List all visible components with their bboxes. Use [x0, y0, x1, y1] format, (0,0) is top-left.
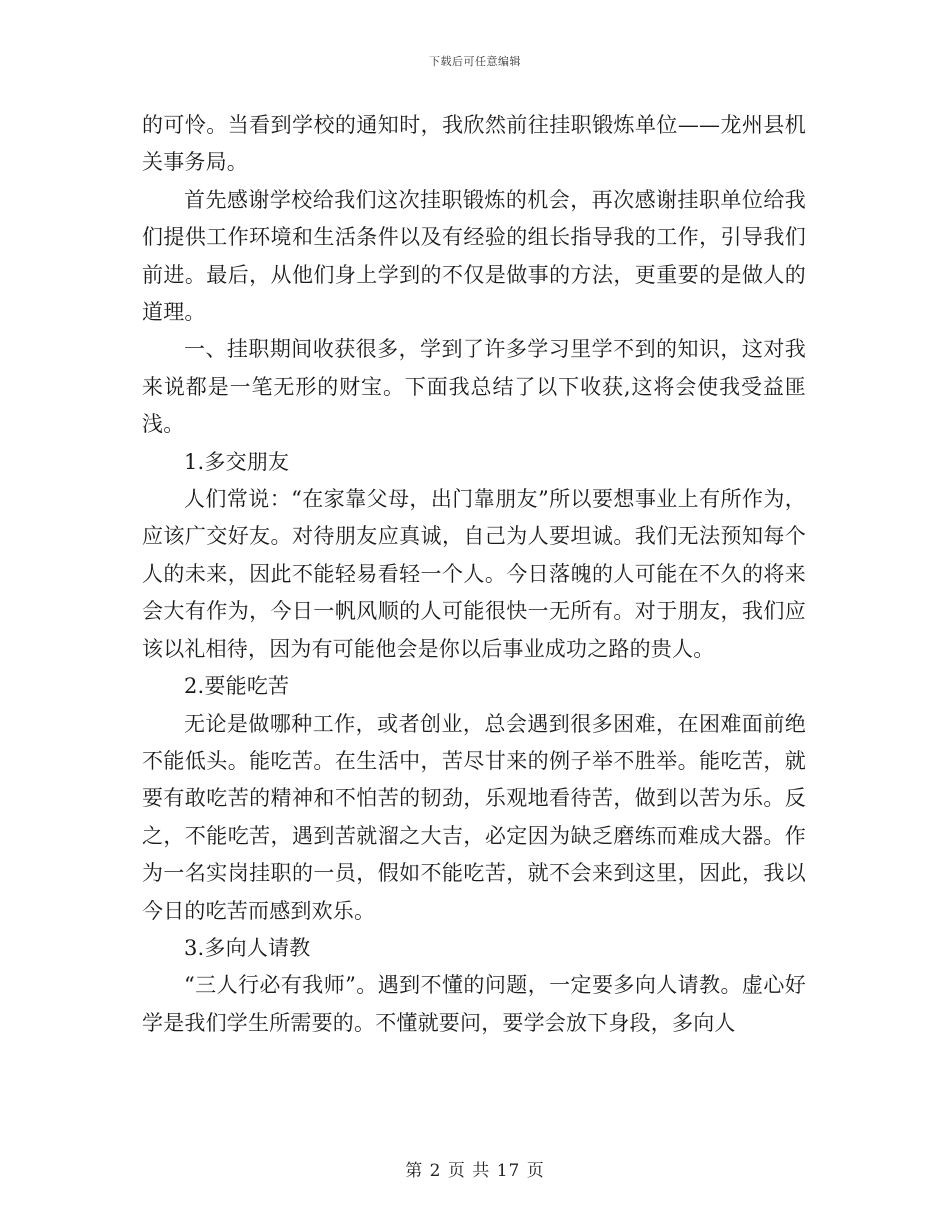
- paragraph-ask-others: “三人行必有我师”。遇到不懂的问题，一定要多向人请教。虚心好学是我们学生所需要的。不懂就要问，要学会放下身段，多向人: [142, 973, 806, 1035]
- document-body: [142, 107, 806, 1042]
- heading-endure-hardship: 2.要能吃苦: [184, 674, 290, 699]
- page-footer: 第 2 页 共 17 页: [405, 1161, 545, 1181]
- paragraph-thanks: 首先感谢学校给我们这次挂职锻炼的机会，再次感谢挂职单位给我们提供工作环境和生活条件以及有经验的组长指导我的工作，引导我们前进。最后，从他们身上学到的不仅是做事的方法，更重要的是做人的道理。: [142, 187, 806, 325]
- page-header: 下载后可任意编辑: [429, 55, 521, 68]
- heading-make-friends: 1.多交朋友: [184, 449, 290, 474]
- paragraph-make-friends: 人们常说：“在家靠父母，出门靠朋友”所以要想事业上有所作为，应该广交好友。对待朋友应真诚，自己为人要坦诚。我们无法预知每个人的未来，因此不能轻易看轻一个人。今日落魄的人可能在不久的将来会大有作为，今日一帆风顺的人可能很快一无所有。对于朋友，我们应该以礼相待，因为有可能他会是你以后事业成功之路的贵人。: [142, 487, 806, 661]
- paragraph-section-one: 一、挂职期间收获很多，学到了许多学习里学不到的知识，这对我来说都是一笔无形的财宝。下面我总结了以下收获,这将会使我受益匪浅。: [142, 337, 806, 437]
- paragraph-endure-hardship: 无论是做哪种工作，或者创业，总会遇到很多困难，在困难面前绝不能低头。能吃苦。在生活中，苦尽甘来的例子举不胜举。能吃苦，就要有敢吃苦的精神和不怕苦的韧劲，乐观地看待苦，做到以苦为乐。反之，不能吃苦，遇到苦就溜之大吉，必定因为缺乏磨练而难成大器。作为一名实岗挂职的一员，假如不能吃苦，就不会来到这里，因此，我以今日的吃苦而感到欢乐。: [142, 711, 806, 923]
- paragraph-continuation: 的可怜。当看到学校的通知时，我欣然前往挂职锻炼单位——龙州县机关事务局。: [142, 113, 806, 175]
- heading-ask-others: 3.多向人请教: [184, 935, 311, 960]
